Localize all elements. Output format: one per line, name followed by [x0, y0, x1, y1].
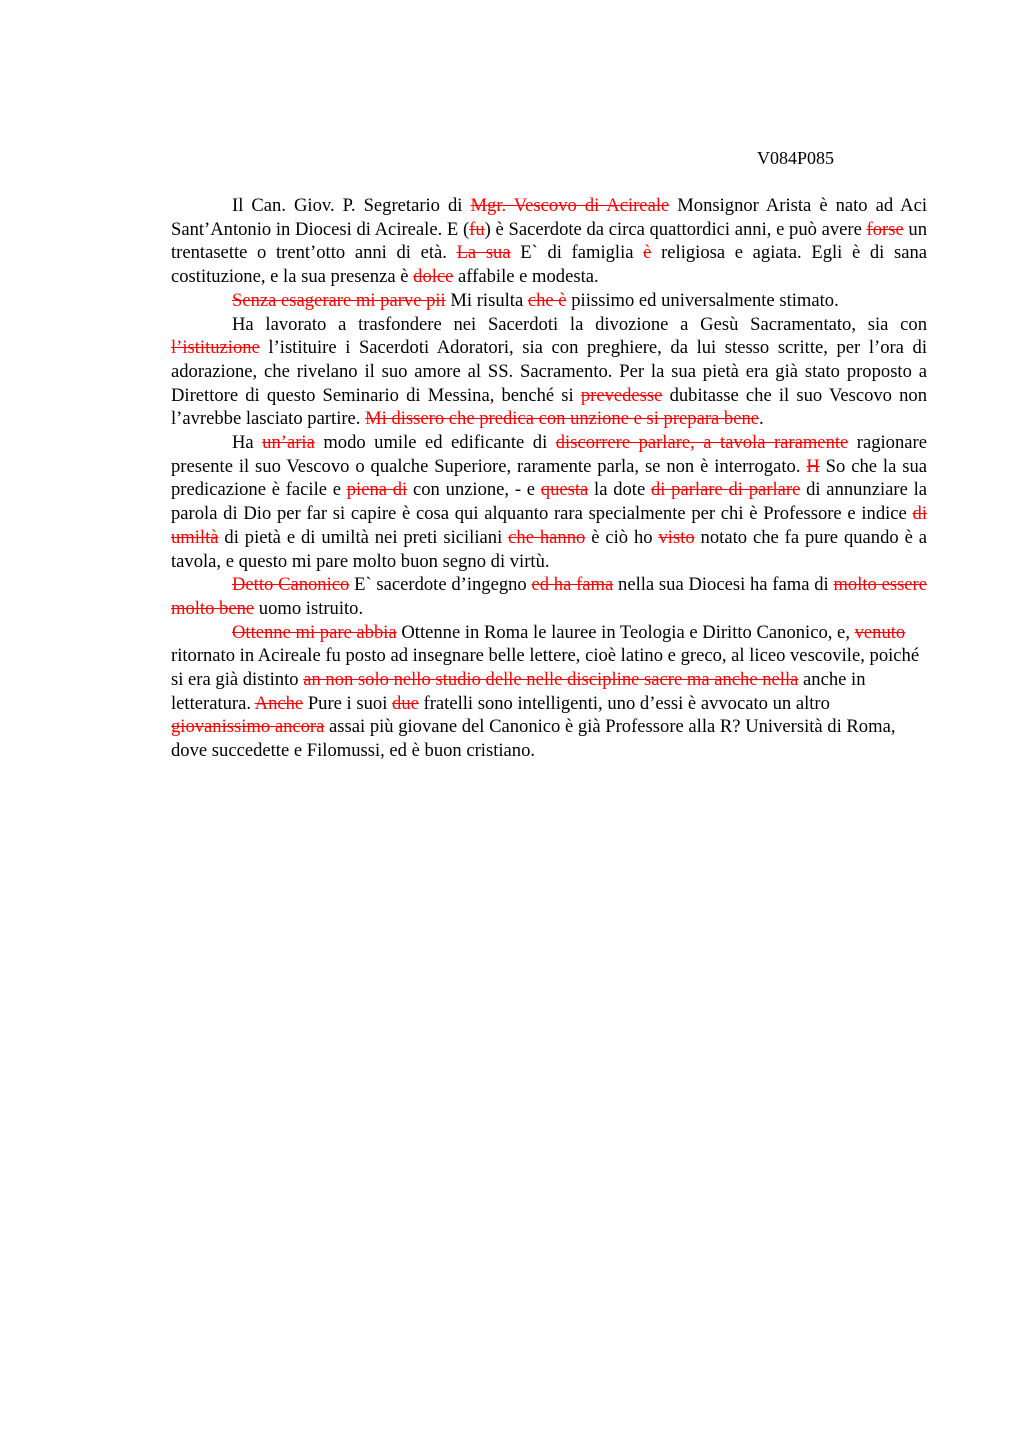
text-segment: Monsignor Arista è nato ad Aci Sant’Antonio in Diocesi di Acireale. E ( [171, 195, 928, 240]
text-segment: Mi risulta [445, 289, 528, 311]
text-segment: Ha [232, 432, 263, 454]
text-segment: di annunziare la parola di Dio per far si capire è cosa qui alquanto rara specialmente per chi è Professore e indice [171, 479, 927, 525]
page-identifier: V084P085 [757, 148, 835, 168]
text-segment: dubitasse che il suo Vescovo non l’avrebbe lasciato partire. [171, 384, 928, 430]
text-segment: ragionare presente il suo Vescovo o qualche Superiore, raramente parla, se non è interrogato. [171, 432, 927, 477]
deleted-text: dolce [413, 266, 454, 288]
deleted-text: che è [527, 289, 567, 311]
deleted-text: di parlare di parlare [650, 479, 801, 501]
text-segment: piissimo ed universalmente stimato. [566, 289, 839, 311]
deleted-text: an non solo nello studio delle nelle discipline sacre ma anche nella [303, 669, 799, 691]
text-segment: uomo istruito. [254, 597, 364, 619]
deleted-text: fu [469, 218, 485, 240]
text-segment: religiosa e agiata. Egli è di sana costituzione, e la sua presenza è [171, 242, 928, 288]
text-segment: notato che fa pure quando è a tavola, e questo mi pare molto buon segno di virtù. [171, 526, 927, 572]
text-segment: Il Can. Giov. P. Segretario di [232, 195, 471, 216]
deleted-text: Anche [254, 692, 304, 714]
deleted-text: ed ha fama [531, 574, 614, 596]
deleted-text: due [392, 692, 419, 714]
text-segment: la dote [588, 479, 651, 501]
text-segment: con unzione, - e [407, 479, 541, 501]
deleted-text: discorrere parlare, a tavola raramente [555, 432, 849, 454]
deleted-text: forse [866, 218, 904, 240]
text-segment: Pure i suoi [303, 692, 393, 714]
text-segment: è ciò ho [585, 526, 659, 548]
deleted-text: è [643, 242, 652, 264]
deleted-text: H [806, 455, 820, 477]
paragraph [171, 289, 927, 313]
deleted-text: un’aria [262, 432, 315, 454]
text-segment: . [759, 408, 764, 430]
paragraph [171, 431, 927, 573]
text-segment: anche in letteratura. [171, 669, 866, 714]
text-segment: assai più giovane del Canonico è già Professore alla R? Università di Roma, dove succedette e Filomussi, ed è buon cristiano. [171, 716, 896, 762]
text-segment: un trentasette o trent’otto anni di età. [171, 218, 927, 264]
deleted-text: giovanissimo ancora [171, 716, 325, 738]
deleted-text: Mi dissero che predica con unzione e si prepara bene [365, 408, 760, 430]
text-segment: E` sacerdote d’ingegno [349, 574, 532, 596]
paragraph [171, 313, 927, 432]
deleted-text: visto [658, 526, 695, 548]
deleted-text: di umiltà [171, 503, 927, 548]
deleted-text: molto essere molto bene [171, 574, 928, 619]
deleted-text: prevedesse [580, 384, 663, 406]
deleted-text: l’istituzione [171, 337, 260, 359]
deleted-text: piena di [346, 479, 408, 501]
deleted-text: Senza esagerare mi parve pii [232, 289, 446, 311]
text-segment: E` di famiglia [510, 242, 644, 264]
paragraph [171, 621, 927, 763]
text-segment: ritornato in Acireale fu posto ad insegnare belle lettere, cioè latino e greco, al liceo vescovile, poiché si era già distinto [171, 645, 920, 691]
deleted-text: Ottenne mi pare abbia [232, 621, 397, 643]
text-segment: modo umile ed edificante di [314, 432, 556, 454]
deleted-text: questa [540, 479, 589, 501]
deleted-text: Mgr. Vescovo di Acireale [470, 195, 670, 216]
paragraph [171, 573, 927, 620]
text-segment: affabile e modesta. [453, 266, 599, 288]
paragraph [171, 194, 927, 289]
text-segment: di pietà e di umiltà nei preti siciliani [218, 526, 509, 548]
text-segment: fratelli sono intelligenti, uno d’essi è avvocato un altro [418, 692, 830, 714]
text-segment: Ha lavorato a trasfondere nei Sacerdoti la divozione a Gesù Sacramentato, sia con [232, 313, 927, 335]
deleted-text: venuto [854, 621, 906, 643]
document-body [171, 194, 927, 763]
deleted-text: Detto Canonico [232, 574, 350, 596]
text-segment: So che la sua predicazione è facile e [171, 455, 927, 501]
text-segment: l’istituire i Sacerdoti Adoratori, sia con preghiere, da lui stesso scritte, per l’ora di adorazione, che rivelano il suo amore al SS. Sacramento. Per la sua pietà era già stato proposto a Direttore di questo Seminario di Messina, benché si [171, 337, 927, 406]
deleted-text: che hanno [508, 526, 586, 548]
deleted-text: La sua [456, 242, 511, 264]
text-segment: nella sua Diocesi ha fama di [613, 574, 834, 596]
text-segment: ) è Sacerdote da circa quattordici anni, e può avere [484, 218, 867, 240]
text-segment: Ottenne in Roma le lauree in Teologia e Diritto Canonico, e, [396, 621, 855, 643]
